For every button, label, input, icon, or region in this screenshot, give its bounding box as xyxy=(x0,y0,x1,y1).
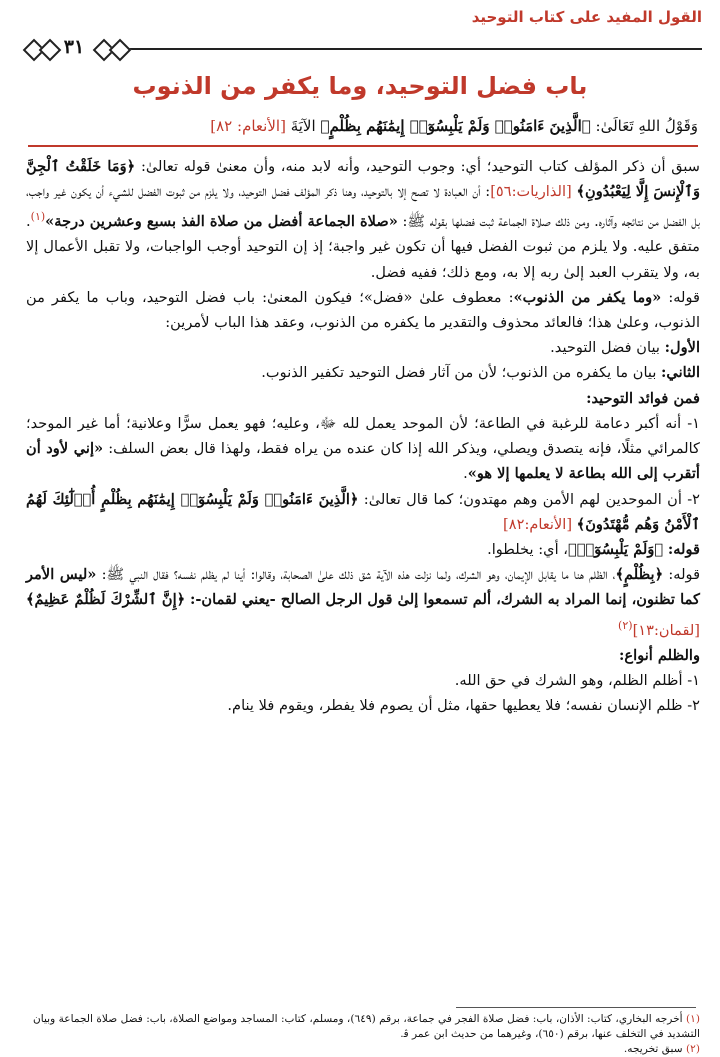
text: سبق أن ذكر المؤلف كتاب التوحيد؛ أي: وجوب التوحيد، وأنه لابد منه، وأن معنىٰ قوله تعالىٰ: xyxy=(140,158,700,175)
text: : معطوف علىٰ «فضل»؛ فيكون المعنىٰ: باب فضل التوحيد، وباب ما يكفر من الذنوب، وعلىٰ هذا؛ فالعائد محذوف والتقدير ما يكفره من الذنوب، وعقد هذا الباب لأمرين: xyxy=(26,288,700,332)
hadith-quote: «صلاة الجماعة أفضل من صلاة الفذ بسبع وعشرين درجة» xyxy=(45,213,398,231)
diamond-ornament xyxy=(109,39,132,62)
footnote xyxy=(26,1012,700,1042)
text: ، أي: يخلطوا. xyxy=(487,540,568,558)
paragraph xyxy=(26,487,700,537)
page-number: ٣١ xyxy=(63,36,85,58)
footnote-ref[interactable]: (١) xyxy=(30,210,46,224)
label: الأول: xyxy=(664,339,700,357)
paragraph xyxy=(26,285,700,335)
label: قوله: xyxy=(667,540,700,558)
text: ٢- أن الموحدين لهم الأمن وهم مهتدون؛ كما قال تعالىٰ: xyxy=(363,490,701,508)
paragraph xyxy=(26,154,700,285)
text: قوله: xyxy=(668,566,701,584)
quran-verse: ﴿إِنَّ ٱلشِّرْكَ لَظُلْمٌ عَظِيمٌ﴾ xyxy=(26,591,186,609)
header-rule xyxy=(118,48,702,50)
quran-verse: ﴿الَّذِينَ ءَامَنُوا۟ وَلَمْ يَلْبِسُوٓا۟ إِيمَٰنَهُم بِظُلْمٍ﴾ xyxy=(320,117,591,135)
quote: «إني لأود أن أتقرب إلى الله بطاعة لا يعلمها إلا هو» xyxy=(26,440,700,483)
page-header xyxy=(22,8,702,70)
body-text xyxy=(26,154,700,718)
paragraph xyxy=(26,562,700,642)
list-item: ١- أظلم الظلم، وهو الشرك في حق الله. xyxy=(454,671,700,689)
footnote-marker: (٢) xyxy=(686,1043,700,1055)
hadith-quote: «ليس الأمر كما تظنون، إنما المراد به الشرك، ألم تسمعوا إلىٰ قول الرجل الصالح xyxy=(26,566,700,609)
paragraph xyxy=(26,360,700,385)
paragraph xyxy=(26,537,700,562)
footnote-ref[interactable]: (٢) xyxy=(618,618,633,632)
footnotes xyxy=(26,1012,700,1057)
quran-verse: ﴿وَلَمْ يَلْبِسُوٓا۟﴾ xyxy=(567,540,664,558)
quran-verse: ﴿وَمَا خَلَقْتُ ٱلْجِنَّ وَٱلْإِنسَ إِلَّا لِيَعْبُدُونِ﴾ xyxy=(26,158,700,201)
footnote-text: سبق تخريجه. xyxy=(623,1043,683,1055)
verse-intro: وَقَوْلُ اللهِ تَعَالَىٰ: xyxy=(595,117,698,135)
text: : أن العبادة لا تصح إلا بالتوحيد، وهنا ذكر المؤلف فضل التوحيد، ولا يلزم من ثبوت الفضل للشيء أن يكون غير واجب، بل الفضل من نتائجه وآثاره. ومن ذلك صلاة الجماعة ثبت فضلها بقوله ﷺ: xyxy=(26,183,700,231)
hadith-quote: -يعني لقمان-: xyxy=(189,591,281,609)
quote: «وما يكفر من الذنوب» xyxy=(513,288,662,306)
footnote xyxy=(26,1042,700,1057)
title-divider xyxy=(28,145,698,147)
section-heading: فمن فوائد التوحيد: xyxy=(586,389,700,407)
section-heading: والظلم أنواع: xyxy=(619,646,700,664)
page-number-ornament xyxy=(22,34,126,64)
chapter-verse xyxy=(28,114,698,138)
quran-verse: ﴿بِظُلْمٍ﴾ xyxy=(615,566,664,584)
verse-reference: [الأنعام: ٨٢] xyxy=(210,117,286,135)
paragraph xyxy=(26,335,700,360)
text: ١- أنه أكبر دعامة للرغبة في الطاعة؛ لأن الموحد يعمل لله ﷻ، وعليه؛ فهو يعمل سرًّا وعلانية؛ أما غير الموحد؛ كالمرائي مثلًا، فإنه يتصدق ويصلي، ويذكر الله إذا كان عنده من يراه فقط، ولهذا قال بعض السلف: xyxy=(26,414,700,458)
text: . متفق عليه. ولا يلزم من ثبوت الفضل فيها أن تكون غير واجبة؛ إذ إن التوحيد أوجب الواجبات، ولا تقبل الأعمال إلا به، ولا يتقرب العبد إلىٰ ربه إلا به، ومع ذلك؛ ففيه فضل. xyxy=(26,213,700,281)
footnote-rule xyxy=(456,1007,696,1008)
chapter-title: باب فضل التوحيد، وما يكفر من الذنوب xyxy=(132,72,588,100)
verse-reference: [الذاريات:٥٦] xyxy=(490,183,572,201)
verse-reference: [الأنعام:٨٢] xyxy=(503,515,573,533)
text: بيان فضل التوحيد. xyxy=(550,339,660,357)
label: الثاني: xyxy=(661,364,700,382)
footnote-marker: (١) xyxy=(686,1013,700,1025)
list-item: ٢- ظلم الإنسان نفسه؛ فلا يعطيها حقها، مثل أن يصوم فلا يفطر، ويقوم فلا ينام. xyxy=(227,696,700,714)
quran-verse: ﴿الَّذِينَ ءَامَنُوا۟ وَلَمْ يَلْبِسُوٓا۟ إِيمَٰنَهُم بِظُلْمٍ أُو۟لَٰٓئِكَ لَهُمُ ٱلْأَمْنُ وَهُم مُّهْتَدُونَ﴾ xyxy=(26,490,700,533)
text: بيان ما يكفره من الذنوب؛ لأن من آثار فضل التوحيد تكفير الذنوب. xyxy=(261,364,657,382)
text: ، الظلم هنا ما يقابل الإيمان، وهو الشرك، ولما نزلت هذه الآية شق ذلك علىٰ الصحابة، وقالوا: أينا لم يظلم نفسه؟ فقال النبي ﷺ: xyxy=(101,566,616,584)
footnote-text: أخرجه البخاري، كتاب: الأذان، باب: فضل صلاة الفجر في جماعة، برقم (٦٤٩)، ومسلم، كتاب: المساجد ومواضع الصلاة، باب: فضل صلاة الجماعة وبيان التشديد في التخلف عنها، برقم (٦٥٠)، وغيرهما من حديث ابن عمر ﭬ. xyxy=(32,1013,700,1040)
verse-tail: الآيَةَ xyxy=(290,117,316,135)
text: قوله: xyxy=(668,288,701,306)
text: . xyxy=(463,465,468,483)
running-title: القول المفيد على كتاب التوحيد xyxy=(471,8,702,26)
paragraph xyxy=(26,411,700,487)
verse-reference: [لقمان:١٣] xyxy=(632,621,700,639)
